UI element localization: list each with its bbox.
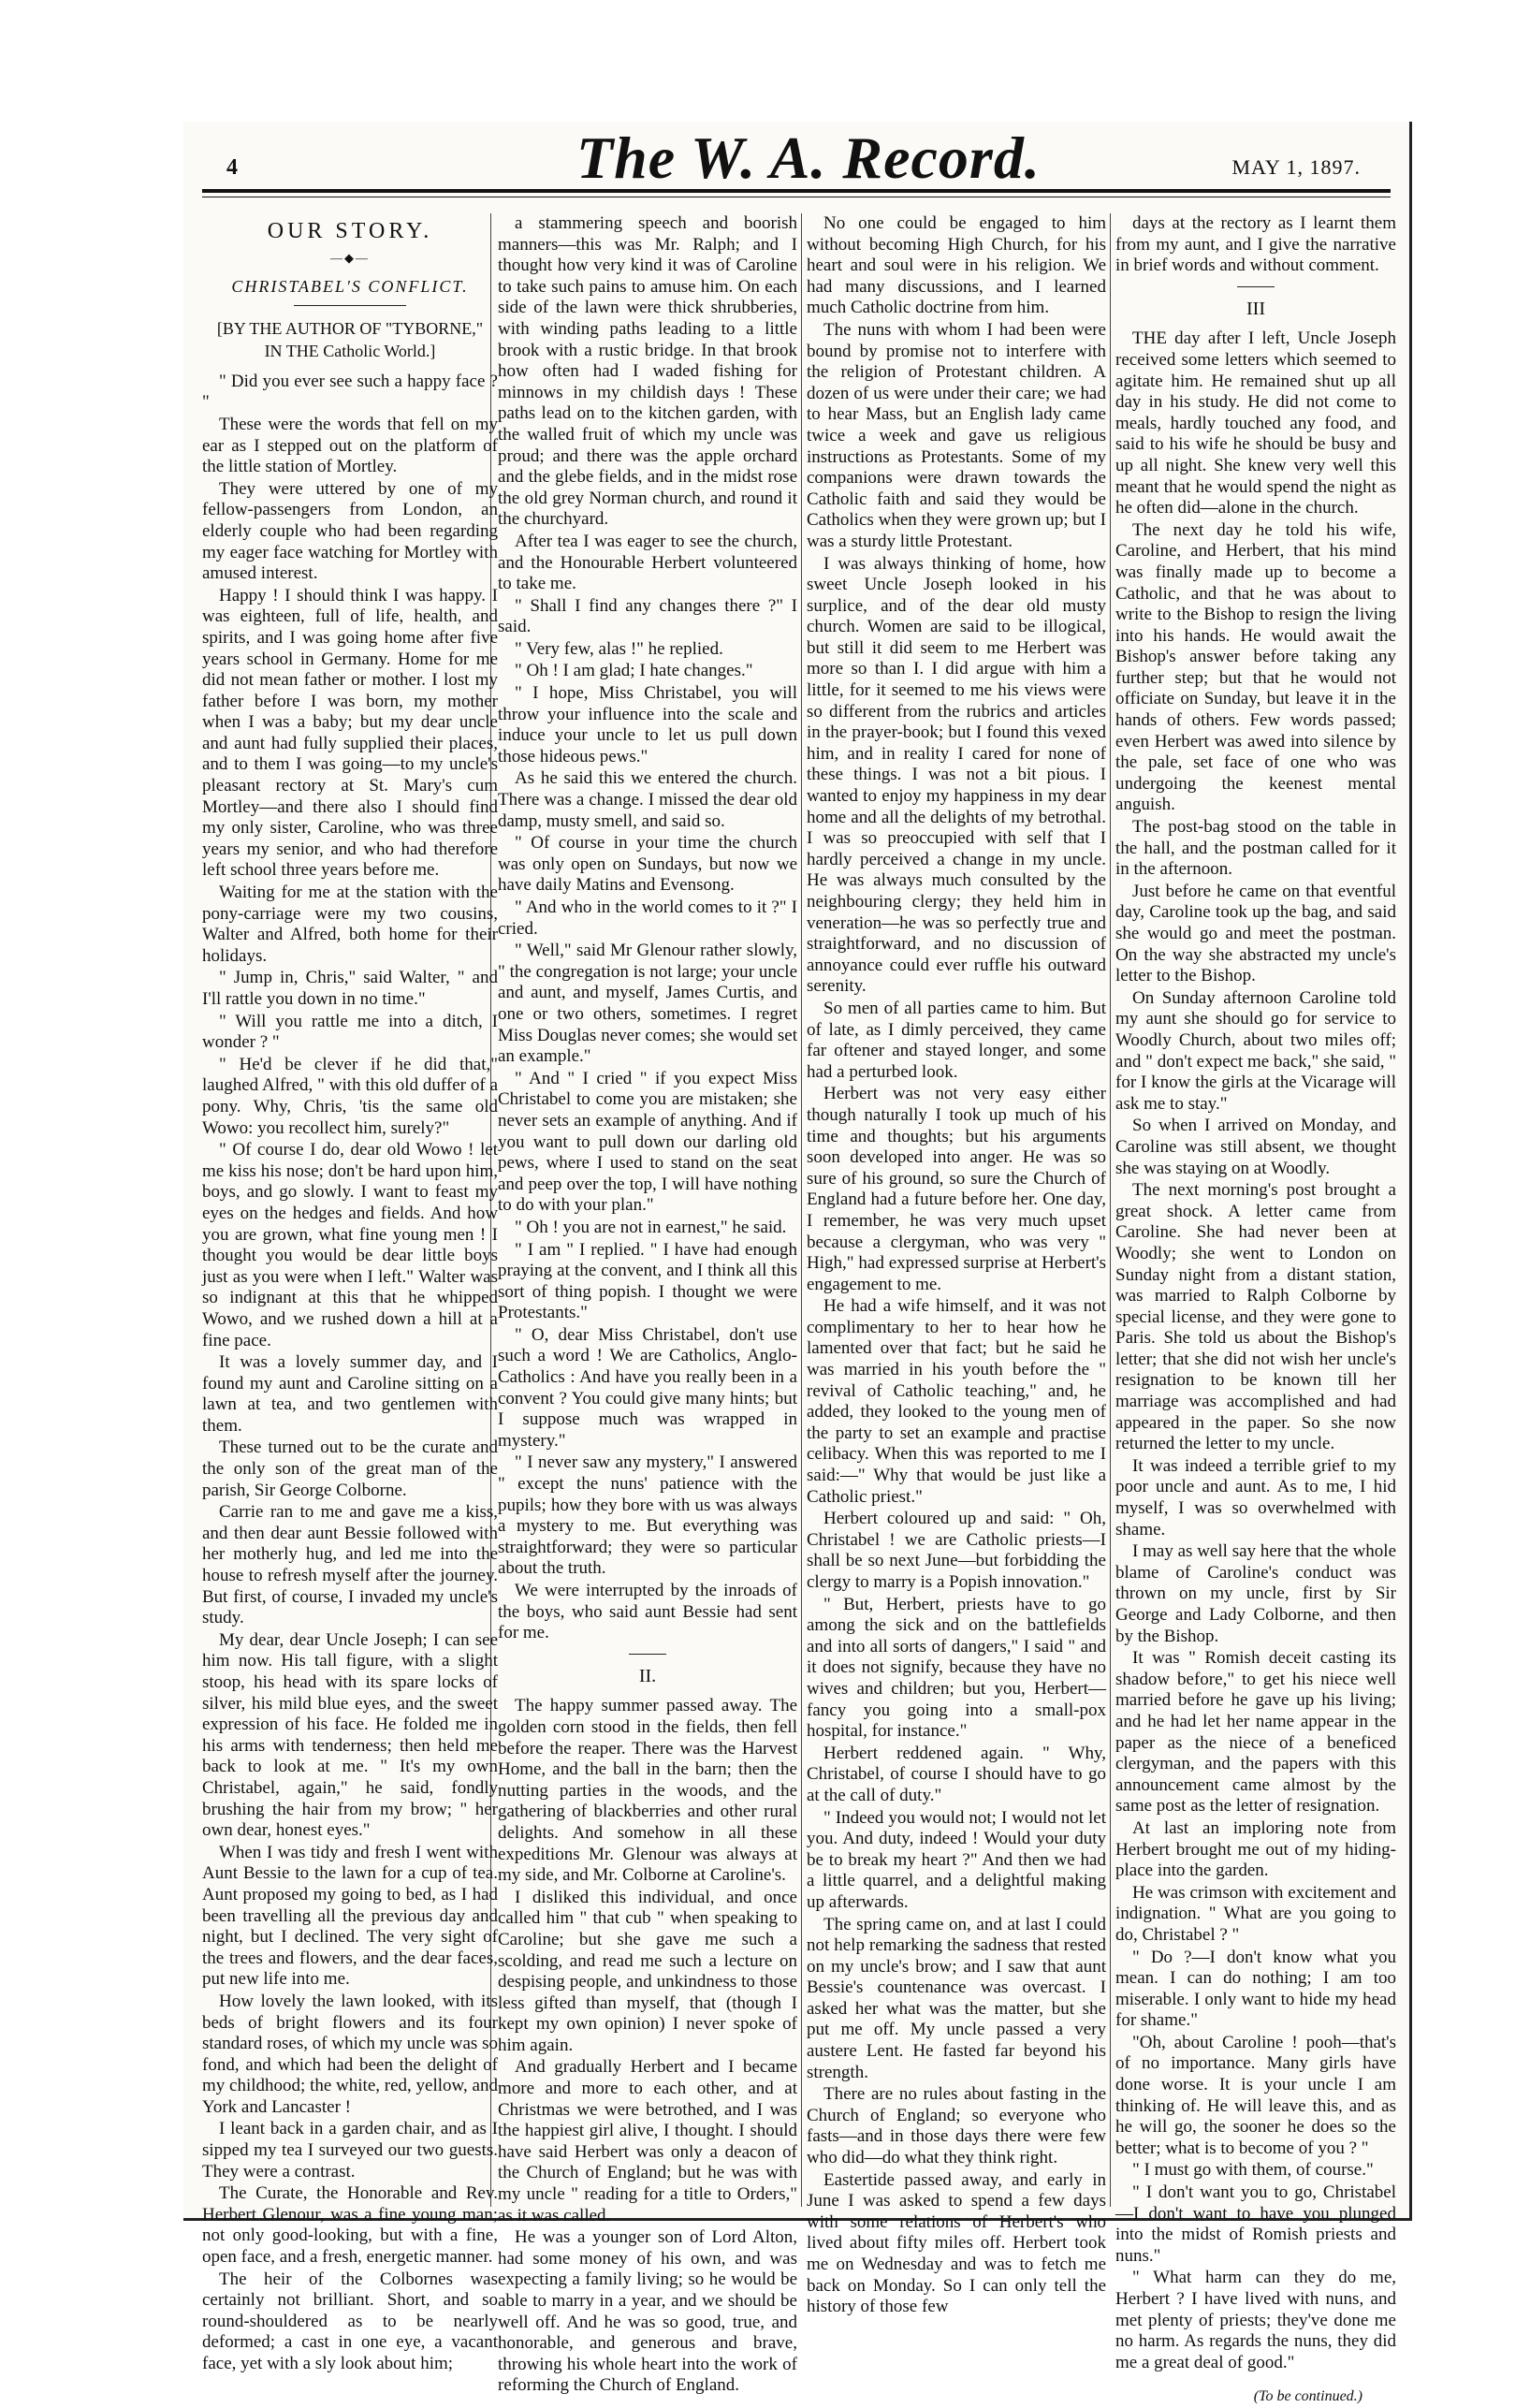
paragraph: It was " Romish deceit casting its shadow before," to get his niece well married before he gave up his living; and he had let her name appear in the paper as the niece of a beneficed clergyman, and the papers with this announcement came almost by the same post as the letter of resignation. bbox=[1115, 1648, 1396, 1817]
chapter-heading-iii: III bbox=[1246, 298, 1265, 319]
paragraph: " Jump in, Chris," said Walter, " and I'll rattle you down in no time." bbox=[202, 968, 498, 1009]
paragraph: The Curate, the Honorable and Rev. Herbert Glenour, was a fine young man; not only good-looking, but with a fine, open face, and a fresh, energetic manner. bbox=[202, 2183, 498, 2268]
paragraph: Happy ! I should think I was happy. I was eighteen, full of life, health, and spirits, and I was going home after five years school in Germany. Home for me did not mean father or mother. I lost my father before I was born, my mother when I was a baby; but my dear uncle and aunt had fully supplied their places, and to them I was going—to my uncle's pleasant rectory at St. Mary's cum Mortley—and there also I should find my only sister, Caroline, who was three years my senior, and who had therefore left school three years before me. bbox=[202, 585, 498, 881]
paragraph: " Oh ! I am glad; I hate changes." bbox=[515, 661, 753, 681]
paragraph: " Of course I do, dear old Wowo ! let me kiss his nose; don't be hard upon him, boys, and go slowly. I want to feast my eyes on the hedges and fields. And how you are grown, what fine young men ! I thought you would be dear little boys just as you were when I left." Walter was so indignant at this that he whipped Wowo, and we rushed down a hill at a fine pace. bbox=[202, 1140, 498, 1350]
paragraph: " Shall I find any changes there ?" I said. bbox=[498, 595, 797, 637]
paragraph: When I was tidy and fresh I went with Aunt Bessie to the lawn for a cup of tea. Aunt proposed my going to bed, as I had been travelling all the previous day and night, but I declined. The very sight of the trees and flowers, and the dear faces, put new life into me. bbox=[202, 1842, 498, 1990]
paragraph: The next day he told his wife, Caroline, and Herbert, that his mind was finally made up to become a Catholic, and that he was about to write to the Bishop to resign the living into his hands. He would await the Bishop's answer before taking any further step; but that he would not officiate on Sunday, but leave it in the hands of others. Few words passed; even Herbert was awed into silence by the pale, set face of one who was undergoing the keenest mental anguish. bbox=[1115, 519, 1396, 815]
paragraph: Waiting for me at the station with the pony-carriage were my two cousins, Walter and Alfred, both home for their holidays. bbox=[202, 883, 498, 966]
paragraph: " Very few, alas !" he replied. bbox=[515, 638, 723, 659]
chapter-rule bbox=[1237, 286, 1275, 287]
paragraph: I may as well say here that the whole blame of Caroline's conduct was thrown on my uncle, first by Sir George and Lady Colborne, and then by the Bishop. bbox=[1115, 1541, 1396, 1646]
paragraph: days at the rectory as I learnt them from my aunt, and I give the narrative in brief words and without comment. bbox=[1115, 213, 1396, 276]
paragraph: It was indeed a terrible grief to my poor uncle and aunt. As to me, I hid myself, I was so overwhelmed with shame. bbox=[1115, 1455, 1396, 1540]
column-4-body-continued bbox=[1115, 328, 1396, 2373]
paragraph: How lovely the lawn looked, with its beds of bright flowers and its four standard roses, of which my uncle was so fond, and which had been the delight of my childhood; the white, red, yellow, and York and Lancaster ! bbox=[202, 1991, 498, 2117]
paragraph: My dear, dear Uncle Joseph; I can see him now. His tall figure, with a slight stoop, his head with its spare locks of silver, his mild blue eyes, and the sweet expression of his face. He folded me in his arms with tenderness; then held me back to look at me. " It's my own Christabel, again," he said, fondly brushing the hair from my brow; " her own dear, honest eyes." bbox=[202, 1629, 498, 1841]
paragraph: Herbert was not very easy either though naturally I took up much of his time and thoughts; but his arguments soon developed into anger. He was so sure of his ground, so sure the Church of England had a future before her. One day, I remember, he was very much upset because a clergyman, who was very " High," had expressed surprise at Herbert's engagement to me. bbox=[807, 1084, 1106, 1294]
column-4-body bbox=[1115, 213, 1396, 277]
chapter-heading-ii: II. bbox=[638, 1665, 657, 1686]
paragraph: " I hope, Miss Christabel, you will throw your influence into the scale and induce your uncle to let us pull down those hideous pews." bbox=[498, 683, 797, 766]
byline-line-2: IN THE Catholic World.] bbox=[264, 341, 436, 360]
paragraph: The happy summer passed away. The golden corn stood in the fields, then fell before the reaper. There was the Harvest Home, and the ball in the barn; then the nutting parties in the woods, and the gathering of blackberries and other rural delights. And somehow in all these expeditions Mr. Glenour was always at my side, and Mr. Colborne at Caroline's. bbox=[498, 1696, 797, 1886]
paragraph: " Oh ! you are not in earnest," he said. bbox=[515, 1217, 787, 1237]
newspaper-page bbox=[183, 122, 1412, 2405]
chapter-rule bbox=[629, 1654, 666, 1655]
paragraph: At last an imploring note from Herbert brought me out of my hiding-place into the garden. bbox=[1115, 1817, 1396, 1881]
paragraph: " Indeed you would not; I would not let you. And duty, indeed ! Would your duty be to break my heart ?" And then we had a little quarrel, and a delightful making up afterwards. bbox=[807, 1807, 1106, 1912]
paragraph: No one could be engaged to him without becoming High Church, for his heart and soul were in his religion. We had many discussions, and I learned much Catholic doctrine from him. bbox=[807, 213, 1106, 318]
paragraph: THE day after I left, Uncle Joseph received some letters which seemed to agitate him. He remained shut up all day in his study. He did not come to meals, hardly touched any food, and said to his wife he should be busy and up all night. She knew very well this meant that he would spend the night as he often did—alone in the church. bbox=[1115, 328, 1396, 518]
paragraph: Herbert coloured up and said: " Oh, Christabel ! we are Catholic priests—I shall be so next June—but forbidding the clergy to marry is a Popish innovation." bbox=[807, 1509, 1106, 1592]
paragraph: So when I arrived on Monday, and Caroline was still absent, we thought she was staying on at Woodly. bbox=[1115, 1116, 1396, 1178]
paragraph: It was a lovely summer day, and I found my aunt and Caroline sitting on a lawn at tea, and two gentlemen with them. bbox=[202, 1352, 498, 1436]
paragraph: Carrie ran to me and gave me a kiss, and then dear aunt Bessie followed with her motherly hug, and led me into the house to refresh myself after the journey. But first, of course, I invaded my uncle's study. bbox=[202, 1502, 498, 1628]
paragraph: " O, dear Miss Christabel, don't use such a word ! We are Catholics, Anglo-Catholics : And have you really been in a convent ? You could give many hints; but I suppose much was wrapped in mystery." bbox=[498, 1324, 797, 1451]
paragraph: " And who in the world comes to it ?" I cried. bbox=[498, 898, 797, 939]
paragraph: The heir of the Colbornes was certainly not brilliant. Short, and so round-shouldered as to be nearly deformed; a cast in one eye, a vacant face, yet with a sly look about him; bbox=[202, 2269, 498, 2373]
paragraph: " Do ?—I don't know what you mean. I can do nothing; I am too miserable. I only want to hide my head for shame." bbox=[1115, 1947, 1396, 2031]
paragraph: So men of all parties came to him. But of late, as I dimly perceived, they came far oftener and stayed longer, and some had a perturbed look. bbox=[807, 998, 1106, 1082]
byline bbox=[202, 317, 498, 362]
paragraph: " I am " I replied. " I have had enough praying at the convent, and I think all this sort of thing popish. I thought we were Protestants." bbox=[498, 1239, 797, 1323]
paragraph: And gradually Herbert and I became more and more to each other, and at Christmas we were betrothed, and I was the happiest girl alive, I thought. I should have said Herbert was only a deacon of the Church of England; but he was with my uncle " reading for a title to Orders," as it was called. bbox=[498, 2057, 797, 2226]
title-rule bbox=[294, 305, 406, 306]
paragraph: " I must go with them, of course." bbox=[1132, 2160, 1374, 2181]
paragraph: " Of course in your time the church was only open on Sundays, but now we have daily Matins and Evensong. bbox=[498, 833, 797, 896]
paragraph: " Did you ever see such a happy face ? " bbox=[202, 371, 498, 413]
column-1-body bbox=[202, 372, 498, 2375]
story-title: CHRISTABEL'S CONFLICT. bbox=[231, 277, 469, 297]
paragraph: "Oh, about Caroline ! pooh—that's of no importance. Many girls have done worse. It is your uncle I am thinking of. He will leave this, and as he will go, the sooner he does so the better; what is to become of you ? " bbox=[1115, 2032, 1396, 2158]
paragraph: As he said this we entered the church. There was a change. I missed the dear old damp, musty smell, and said so. bbox=[498, 768, 797, 831]
newspaper-title: The W. A. Record. bbox=[576, 124, 1041, 191]
column-2-body-continued bbox=[498, 1696, 797, 2397]
column-3 bbox=[807, 213, 1106, 2319]
paragraph: I was always thinking of home, how sweet Uncle Joseph looked in his surplice, and of the dear old musty church. Women are said to be illogical, but still it did seem to me Herbert was more so than I. I did argue with him a little, for it seemed to me his views were so different from the rubrics and articles in the prayer-book; but I found this vexed him, and in reality I cared for none of these things. I was not a bit pious. I wanted to enjoy my happiness in my dear home and all the delights of my betrothal. I was so preoccupied with self that I hardly perceived a change in my uncle. He was always much consulted by the neighbouring clergy; they held him in veneration—he was so perfectly true and straightforward, and no discussion of annoyance could ever ruffle his outward serenity. bbox=[807, 553, 1106, 997]
paragraph: He was a younger son of Lord Alton, had some money of his own, and was expecting a family living; so he would be able to marry in a year, and we should be well off. And he was so good, true, and honorable, and generous and brave, throwing his whole heart into the work of reforming the Church of England. bbox=[498, 2227, 797, 2396]
paragraph: The nuns with whom I had been were bound by promise not to interfere with the religion of Protestant children. A dozen of us were under their care; we had to hear Mass, but an English lady came twice a week and gave us religious instructions as Protestants. Some of my companions were drawn towards the Catholic faith and said they would be Catholics when they were grown up; but I was a sturdy little Protestant. bbox=[807, 319, 1106, 551]
paragraph: On Sunday afternoon Caroline told my aunt she should go for service to Woodly Church, about two miles off; and " don't expect me back," she said, " for I know the girls at the Vicarage will ask me to stay." bbox=[1115, 987, 1396, 1114]
column-2-body bbox=[498, 213, 797, 1644]
to-be-continued: (To be continued.) bbox=[1253, 2388, 1362, 2405]
paragraph: " I never saw any mystery," I answered " except the nuns' patience with the pupils; how they bore with us was always a mystery to me. But everything was straightforward; they were so particular about the truth. bbox=[498, 1452, 797, 1579]
column-divider bbox=[1110, 213, 1111, 2207]
paragraph: They were uttered by one of my fellow-passengers from London, an elderly couple who had been regarding my eager face watching for Mortley with amused interest. bbox=[202, 478, 498, 584]
paragraph: I leant back in a garden chair, and as I sipped my tea I surveyed our two guests. They were a contrast. bbox=[202, 2119, 498, 2182]
paragraph: We were interrupted by the inroads of the boys, who said aunt Bessie had sent for me. bbox=[498, 1581, 797, 1643]
column-1 bbox=[202, 213, 498, 2376]
paragraph: These turned out to be the curate and the only son of the great man of the parish, Sir George Colborne. bbox=[202, 1438, 498, 1500]
paragraph: He had a wife himself, and it was not complimentary to her to hear how he lamented over that fact; but he said he was married in his youth before the " revival of Catholic teaching," and, he added, they looked to the young men of the party to set an example and practise celibacy. When this was reported to me I said:—" Why that would be just like a Catholic priest." bbox=[807, 1296, 1106, 1507]
paragraph: The next morning's post brought a great shock. A letter came from Caroline. She had never been at Woodly; she went to London on Sunday night from a distant station, was married to Ralph Colborne by special license, and they were gone to Paris. She told us about the Bishop's letter; that she did not wish her uncle's resignation to be known till her marriage was accomplished and had appeared in the paper. So she now returned the letter to my uncle. bbox=[1115, 1180, 1396, 1454]
masthead-rule bbox=[202, 189, 1391, 193]
paragraph: " Well," said Mr Glenour rather slowly, " the congregation is not large; your uncle and aunt, and myself, James Curtis, and one or two others, sometimes. I regret Miss Douglas never comes; she would set an example." bbox=[498, 941, 797, 1067]
paragraph: " He'd be clever if he did that," laughed Alfred, " with this old duffer of a pony. Why, Chris, 'tis the same old Wowo: you recollect him, surely?" bbox=[202, 1054, 498, 1138]
paragraph: The spring came on, and at last I could not help remarking the sadness that rested on my uncle's brow; and I saw that aunt Bessie's countenance was overcast. I asked her what was the matter, but she put me off. My uncle passed a very austere Lent. He fasted far beyond his strength. bbox=[807, 1914, 1106, 2082]
issue-date: MAY 1, 1897. bbox=[1231, 155, 1361, 179]
paragraph: Herbert reddened again. " Why, Christabel, of course I should have to go at the call of duty." bbox=[807, 1743, 1106, 1805]
paragraph: He was crimson with excitement and indignation. " What are you going to do, Christabel ? " bbox=[1115, 1882, 1396, 1945]
paragraph: " But, Herbert, priests have to go among the sick and on the battlefields and into all sorts of dangers," I said " and it does not signify, because they have no wives and children; but you, Herbert—fancy you going into a small-pox hospital, for instance." bbox=[807, 1594, 1106, 1742]
paragraph: a stammering speech and boorish manners—this was Mr. Ralph; and I thought how very kind it was of Caroline to take such pains to amuse him. On each side of the lawn were thick shrubberies, with winding paths leading to a little brook with a rustic bridge. In that brook how often had I waded fishing for minnows in my childish days ! These paths lead on to the kitchen garden, with the walled fruit of which my uncle was proud; and there was the apple orchard and the glebe fields, and in the midst rose the old grey Norman church, and round it the churchyard. bbox=[498, 213, 797, 530]
masthead bbox=[183, 122, 1409, 192]
column-3-body bbox=[807, 213, 1106, 2318]
paragraph: The post-bag stood on the table in the hall, and the postman called for it in the afternoon. bbox=[1115, 817, 1396, 880]
column-4 bbox=[1115, 213, 1396, 2408]
paragraph: Just before he came on that eventful day, Caroline took up the bag, and said she would go and meet the postman. On the way she abstracted my uncle's letter to the Bishop. bbox=[1115, 881, 1396, 986]
page-number: 4 bbox=[226, 155, 238, 180]
column-2 bbox=[498, 213, 797, 2398]
paragraph: After tea I was eager to see the church, and the Honourable Herbert volunteered to take me. bbox=[498, 531, 797, 594]
ornament: —◆— bbox=[330, 250, 370, 265]
paragraph: " I don't want you to go, Christabel—I don't want to have you plunged into the midst of Romish priests and nuns." bbox=[1115, 2182, 1396, 2266]
section-title: OUR STORY. bbox=[267, 219, 433, 243]
paragraph: These were the words that fell on my ear as I stepped out on the platform of the little station of Mortley. bbox=[202, 414, 498, 477]
paragraph: I disliked this individual, and once called him " that cub " when speaking to Caroline; but she gave me such a scolding, and read me such a lecture on despising people, and unkindness to those less gifted than myself, that (though I kept my own opinion) I never spoke of him again. bbox=[498, 1887, 797, 2055]
paragraph: " Will you rattle me into a ditch, I wonder ? " bbox=[202, 1011, 498, 1053]
byline-line-1: [BY THE AUTHOR OF "TYBORNE," bbox=[216, 318, 484, 338]
paragraph: Eastertide passed away, and early in June I was asked to spend a few days with some relations of Herbert's who lived about fifty miles off. Herbert took me on Wednesday and was to fetch me back on Monday. So I can only tell the history of those few bbox=[807, 2169, 1106, 2317]
paragraph: " And " I cried " if you expect Miss Christabel to come you are mistaken; she never sets an example of anything. And if you want to pull down our darling old pews, where I used to stand on the seat and peep over the top, I will have nothing to do with your plan." bbox=[498, 1068, 797, 1216]
paragraph: " What harm can they do me, Herbert ? I have lived with nuns, and met plenty of priests; they've done me no harm. As regards the nuns, they did me a great deal of good." bbox=[1115, 2268, 1396, 2372]
column-divider bbox=[801, 213, 802, 2207]
paragraph: There are no rules about fasting in the Church of England; so everyone who fasts—and in those days there were few who did—do what they think right. bbox=[807, 2084, 1106, 2168]
